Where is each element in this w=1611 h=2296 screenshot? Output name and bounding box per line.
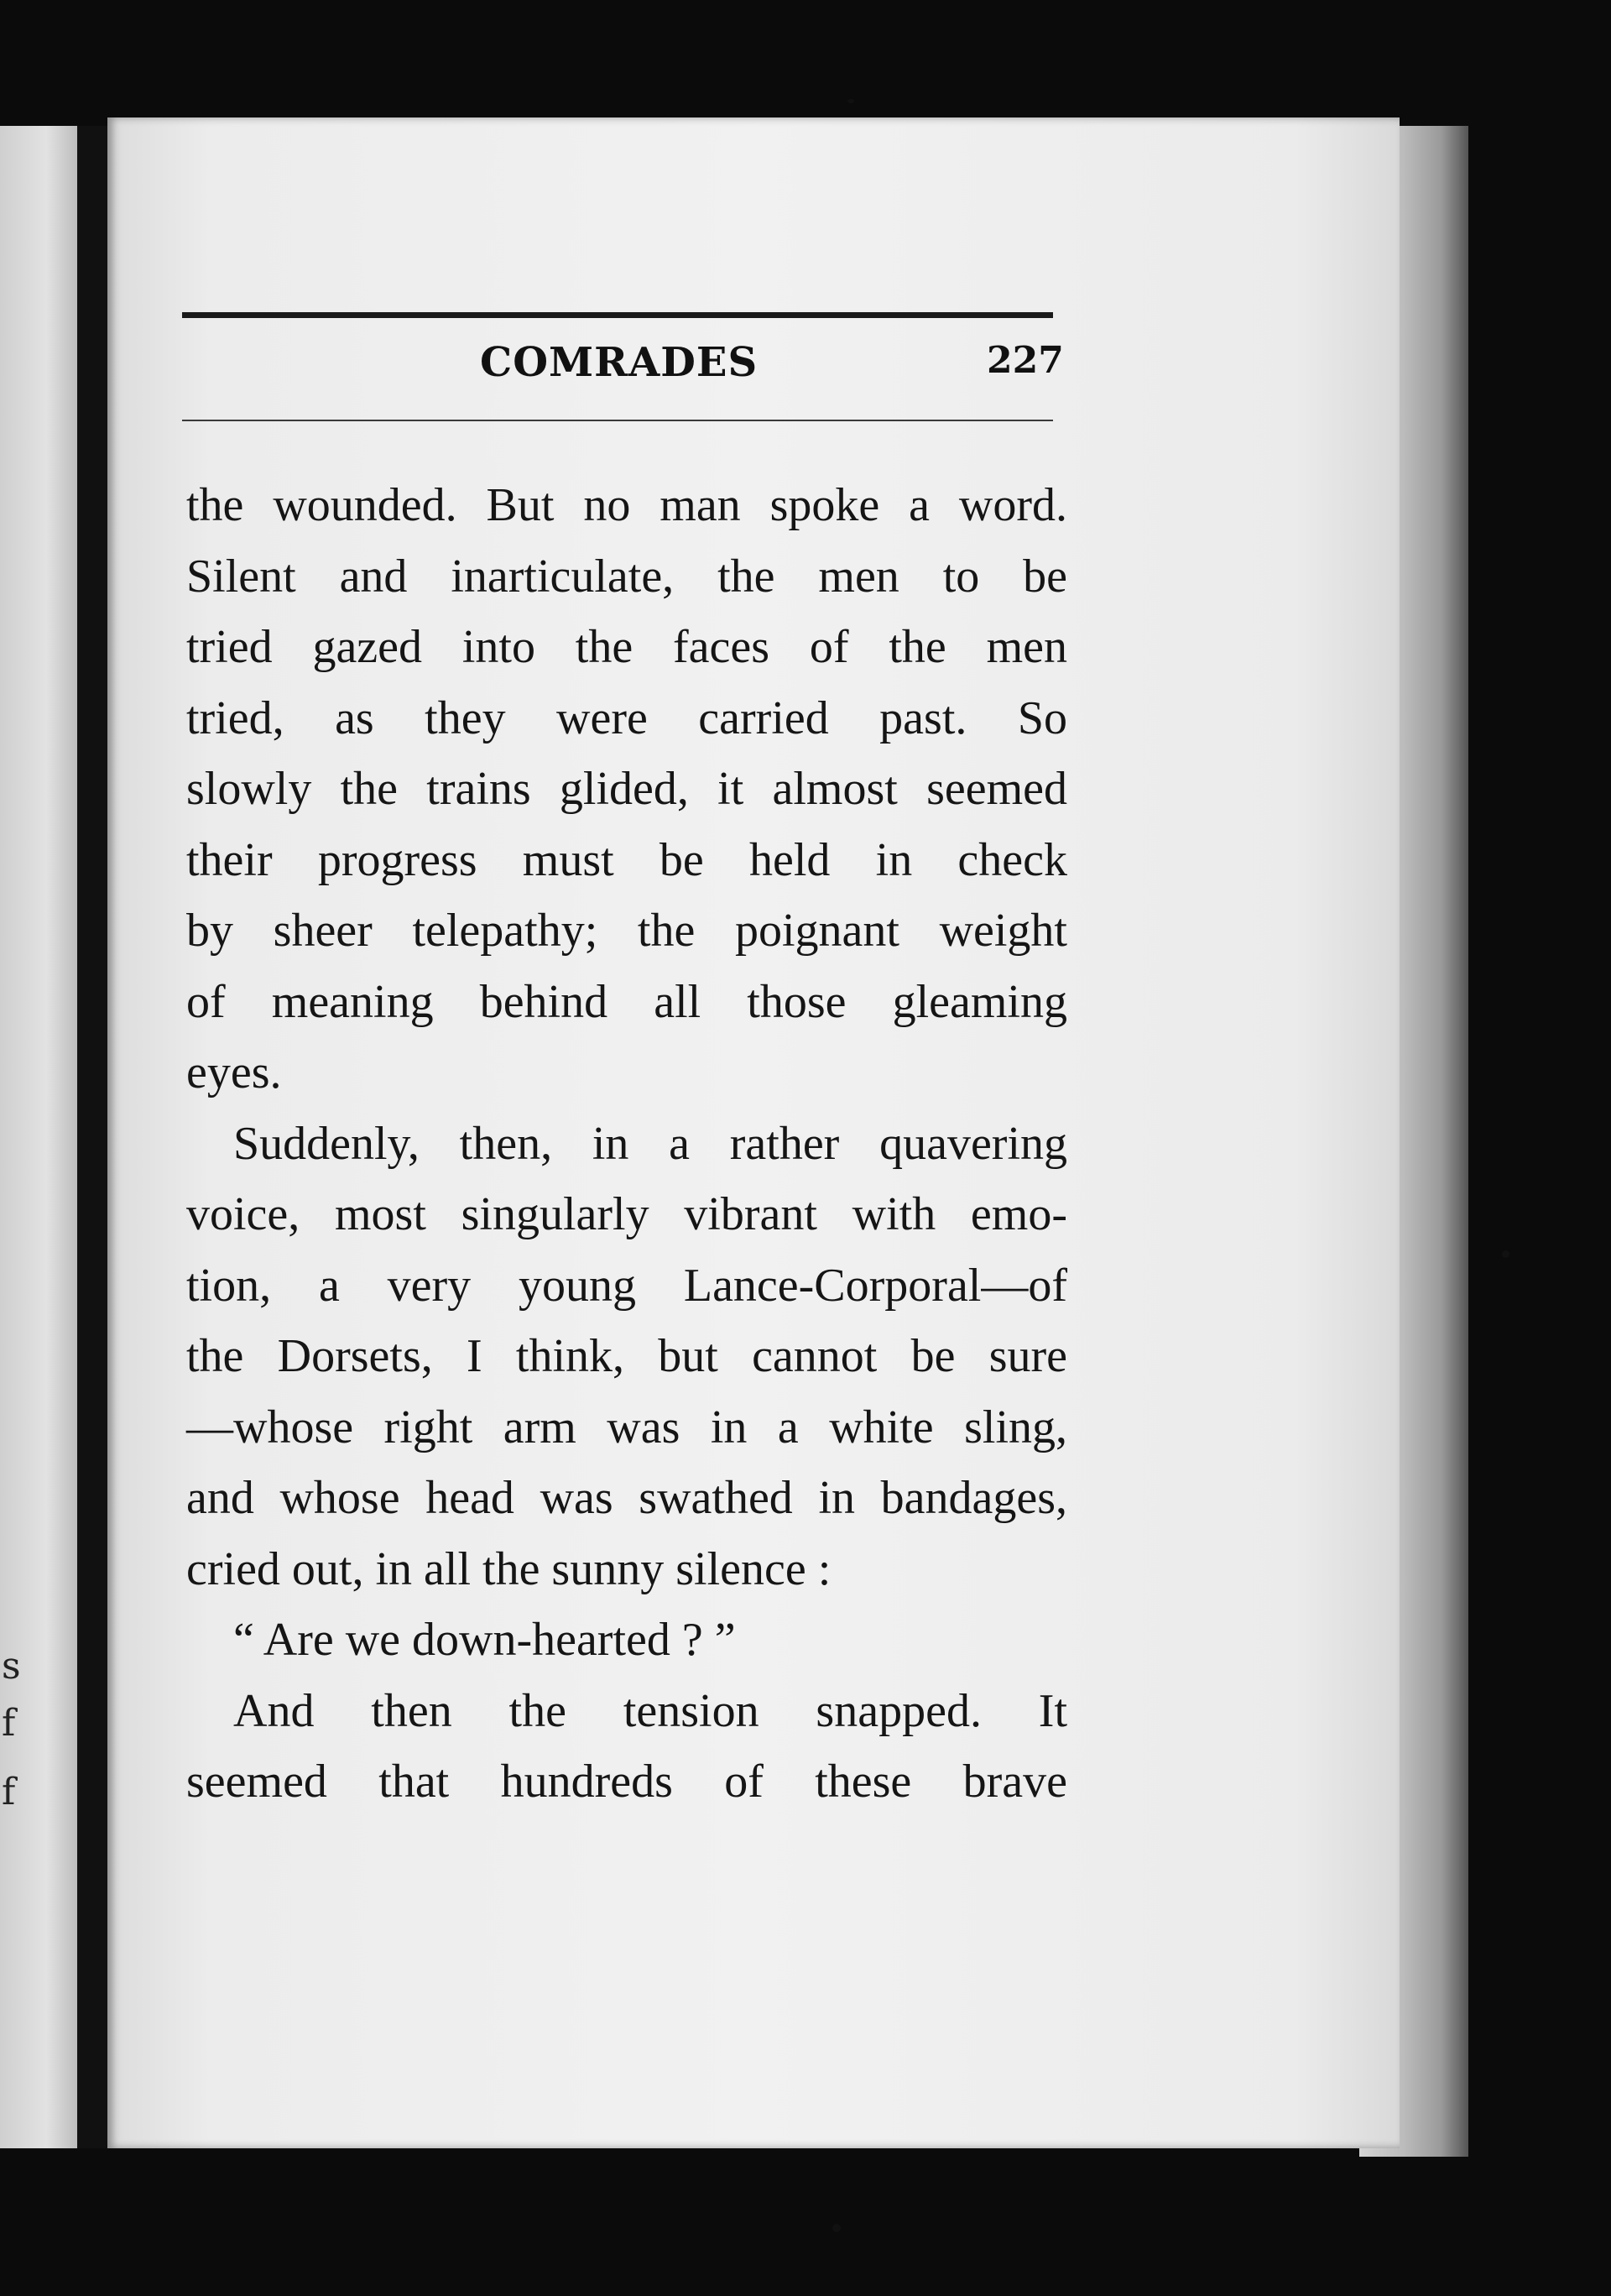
text-line: “ Are we down-hearted ? ” [233, 1614, 736, 1666]
text-line: the Dorsets, I think, but cannot be sure [186, 1330, 1067, 1382]
text-line: Suddenly, then, in a rather quavering [233, 1117, 1067, 1170]
print-speck [1502, 1250, 1509, 1258]
left-page-fragment: f [2, 1702, 16, 1745]
running-head: COMRADES [480, 339, 759, 386]
header-rule-bottom [182, 420, 1053, 421]
text-line: by sheer telepathy; the poignant weight [186, 905, 1067, 957]
text-line: voice, most singularly vibrant with emo- [186, 1188, 1067, 1240]
page-number: 227 [987, 339, 1064, 382]
text-line: tried gazed into the faces of the men [186, 621, 1067, 673]
body-text [186, 470, 1067, 1818]
text-line: and whose head was swathed in bandages, [186, 1472, 1067, 1524]
left-page-fragment: s [2, 1645, 21, 1688]
left-page-fragment: f [2, 1771, 16, 1813]
text-line: of meaning behind all those gleaming [186, 975, 1067, 1028]
text-line: seemed that hundreds of these brave [186, 1756, 1067, 1808]
text-line: Silent and inarticulate, the men to be [186, 550, 1067, 603]
print-speck [832, 2224, 841, 2232]
print-speck [847, 99, 854, 103]
text-line: tried, as they were carried past. So [186, 691, 1067, 744]
text-line: —whose right arm was in a white sling, [186, 1401, 1067, 1453]
header-rule-top [182, 312, 1053, 318]
text-line: the wounded. But no man spoke a word. [186, 479, 1067, 531]
text-line: eyes. [186, 1046, 282, 1098]
text-line: And then the tension snapped. It [233, 1684, 1067, 1737]
text-line: their progress must be held in check [186, 833, 1067, 886]
left-page-edge [0, 126, 77, 2148]
text-line: slowly the trains glided, it almost seemed [186, 763, 1067, 815]
text-line: cried out, in all the sunny silence : [186, 1542, 832, 1595]
text-line: tion, a very young Lance-Corporal—of [186, 1259, 1067, 1312]
